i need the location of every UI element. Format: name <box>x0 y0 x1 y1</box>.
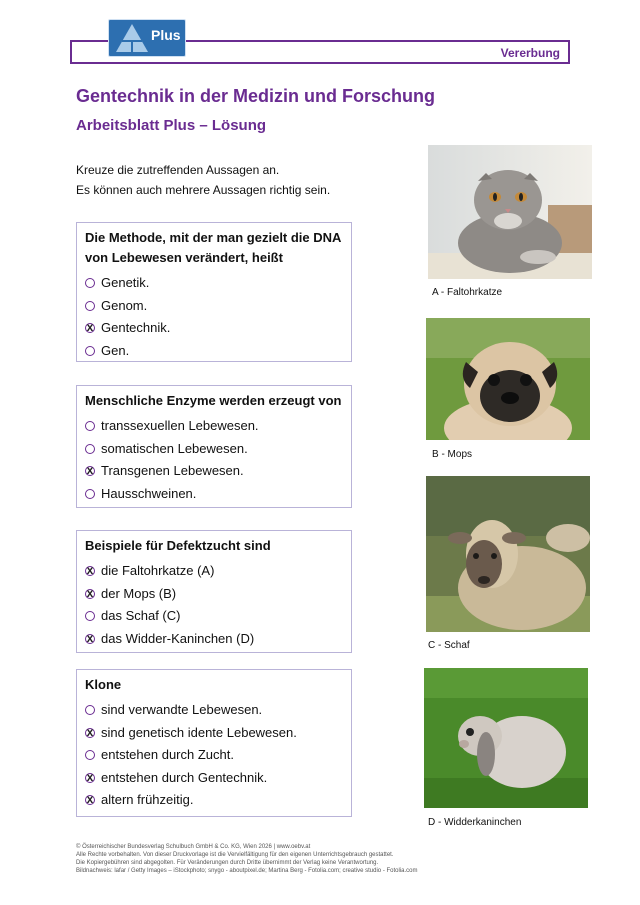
question-box-3 <box>76 530 352 653</box>
photo-caption-b: B - Mops <box>432 449 473 460</box>
option-item[interactable]: x altern frühzeitig. <box>86 792 194 807</box>
footer-line: Die Kopiergebühren sind abgegolten. Für Veränderungen durch Dritte übernimmt der Verlag keine Verantwortung. <box>76 860 379 866</box>
footer-line: © Österreichischer Bundesverlag Schulbuch GmbH & Co. KG, Wien 2026 | www.oebv.at <box>76 844 311 850</box>
option-item[interactable]: Genom. <box>85 295 343 318</box>
option-item[interactable]: x der Mops (B) <box>86 585 177 601</box>
plus-logo <box>108 19 186 57</box>
question-title: Menschliche Enzyme werden erzeugt von <box>85 393 342 408</box>
photo-schaf <box>426 476 590 632</box>
cross-mark-icon: x <box>86 792 94 806</box>
option-item[interactable]: x entstehen durch Gentechnik. <box>86 769 268 785</box>
option-item[interactable]: Hausschweinen. <box>85 483 343 506</box>
option-item[interactable]: entstehen durch Zucht. <box>85 744 343 767</box>
page-title: Gentechnik in der Medizin und Forschung <box>76 86 436 106</box>
question-title: Die Methode, mit der man gezielt die DNA von Lebewesen verändert, heißt <box>85 230 341 265</box>
footer-line: Bildnachweis: lafar / Getty Images – iStockphoto; snygo - aboutpixel.de; Martina Berg - Fotolia.com; creative studio - Fotolia.com <box>76 868 418 874</box>
option-item[interactable]: somatischen Lebewesen. <box>85 438 343 461</box>
checkbox-circle-icon[interactable] <box>85 750 95 760</box>
photo-widderkaninchen <box>424 668 588 808</box>
option-item[interactable]: sind verwandte Lebewesen. <box>85 699 343 722</box>
cross-mark-icon: x <box>86 563 94 577</box>
triangle-logo-icon <box>115 23 149 53</box>
checkbox-circle-icon[interactable] <box>85 611 95 621</box>
footer-line: Alle Rechte vorbehalten. Von dieser Druckvorlage ist die Vervielfältigung für den eigenen Unterrichtsgebrauch gestattet. <box>76 852 394 858</box>
cross-mark-icon: x <box>86 769 94 784</box>
question-box-4 <box>76 669 352 817</box>
checkbox-circle-icon[interactable] <box>85 346 95 356</box>
instruction-line-1: Kreuze die zutreffenden Aussagen an. <box>76 163 280 177</box>
photo-faltohrkatze <box>428 145 592 279</box>
cross-mark-icon: x <box>86 724 94 739</box>
photo-caption-a: A - Faltohrkatze <box>432 287 503 298</box>
question-box-1 <box>76 222 352 362</box>
checkbox-circle-icon[interactable] <box>85 705 95 715</box>
option-item[interactable]: x sind genetisch idente Lebewesen. <box>86 724 297 740</box>
logo-text: Plus <box>151 27 181 43</box>
cross-mark-icon: x <box>86 320 94 334</box>
option-item[interactable]: Genetik. <box>85 272 343 295</box>
checkbox-circle-icon[interactable] <box>85 301 95 311</box>
option-item[interactable]: transsexuellen Lebewesen. <box>85 415 343 438</box>
checkbox-circle-icon[interactable] <box>85 278 95 288</box>
page-subtitle: Arbeitsblatt Plus – Lösung <box>76 117 267 134</box>
checkbox-circle-icon[interactable] <box>85 444 95 454</box>
question-title: Klone <box>85 677 122 692</box>
checkbox-circle-icon[interactable] <box>85 489 95 499</box>
photo-caption-c: C - Schaf <box>428 640 470 651</box>
photo-caption-d: D - Widderkaninchen <box>428 817 522 828</box>
question-box-2 <box>76 385 352 508</box>
question-title: Beispiele für Defektzucht sind <box>85 538 271 553</box>
option-item[interactable]: Gen. <box>85 340 343 363</box>
footer-copyright <box>76 843 576 875</box>
instruction-line-2: Es können auch mehrere Aussagen richtig sein. <box>76 183 331 197</box>
cross-mark-icon: x <box>86 463 94 477</box>
cross-mark-icon: x <box>86 585 94 600</box>
option-item[interactable]: das Schaf (C) <box>85 605 343 628</box>
subject-label: Vererbung <box>500 46 560 60</box>
photo-mops <box>426 318 590 440</box>
option-item[interactable]: x die Faltohrkatze (A) <box>86 563 215 578</box>
option-item[interactable]: x Gentechnik. <box>86 320 171 335</box>
checkbox-circle-icon[interactable] <box>85 421 95 431</box>
option-item[interactable]: x das Widder-Kaninchen (D) <box>86 630 255 646</box>
cross-mark-icon: x <box>86 630 94 645</box>
option-item[interactable]: x Transgenen Lebewesen. <box>86 463 244 478</box>
